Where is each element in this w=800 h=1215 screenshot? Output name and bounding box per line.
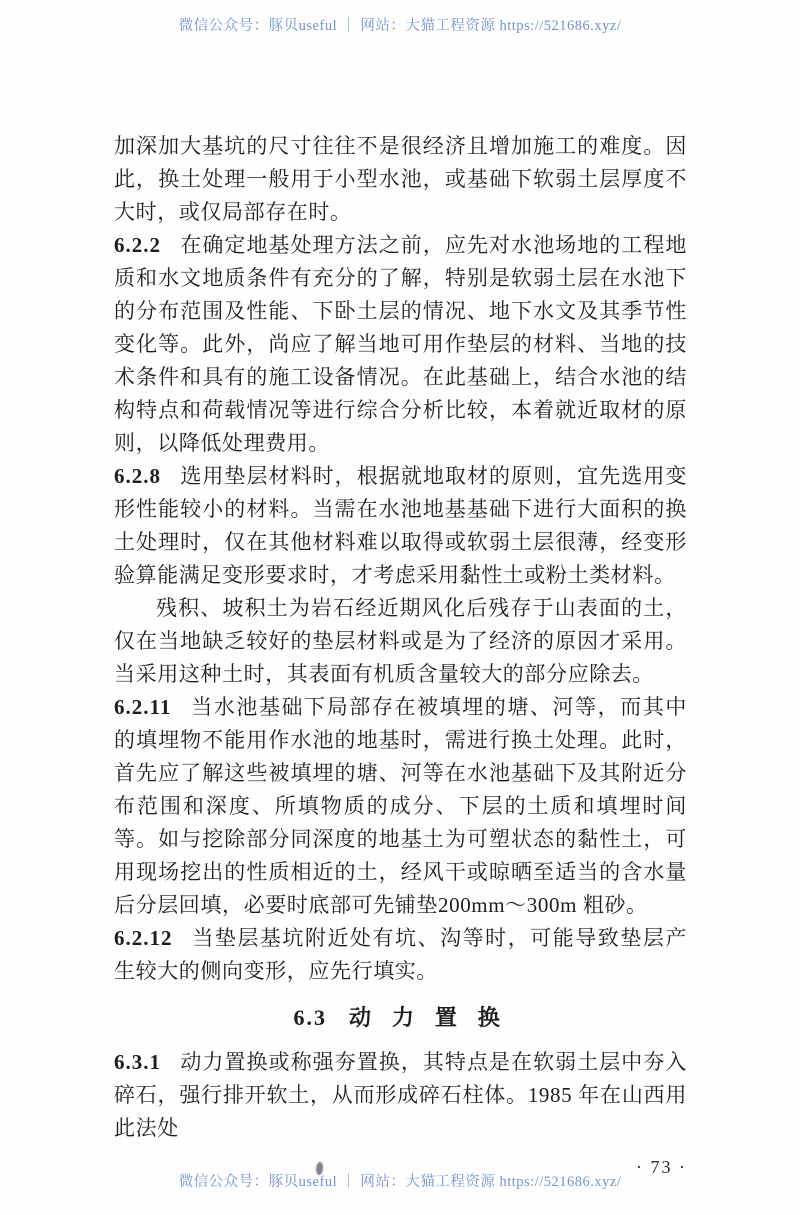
page-number: · 73 · xyxy=(636,1157,687,1177)
page-body xyxy=(114,130,687,1184)
section-heading xyxy=(114,1001,687,1034)
section-number: 6.3 xyxy=(293,1005,328,1030)
paragraph-6-3-1 xyxy=(114,1046,687,1145)
paragraph-text: 当水池基础下局部存在被填埋的塘、河等，而其中的填埋物不能用作水池的地基时，需进行换土处理。此时，首先应了解这些被填埋的塘、河等在水池基础下及其附近分布范围和深度、所填物质的成分、下层的土质和填埋时间等。如与挖除部分同深度的地基土为可塑状态的黏性土，可用现场挖出的性质相近的土，经风干或晾晒至适当的含水量后分层回填，必要时底部可先铺垫200mm～300m 粗砂。 xyxy=(114,695,687,917)
paragraph-residual-soil xyxy=(114,592,687,691)
clause-number: 6.2.12 xyxy=(114,926,173,950)
paragraph-text: 当垫层基坑附近处有坑、沟等时，可能导致垫层产生较大的侧向变形，应先行填实。 xyxy=(114,926,687,983)
section-title: 动 力 置 换 xyxy=(349,1005,508,1030)
paragraph-6-2-2 xyxy=(114,229,687,460)
clause-number: 6.2.2 xyxy=(114,233,161,257)
paragraph-6-2-8 xyxy=(114,460,687,592)
clause-number: 6.3.1 xyxy=(114,1050,161,1074)
clause-number: 6.2.11 xyxy=(114,695,172,719)
paragraph-text: 选用垫层材料时，根据就地取材的原则，宜先选用变形性能较小的材料。当需在水池地基基础下进行大面积的换土处理时，仅在其他材料难以取得或软弱土层很薄，经变形验算能满足变形要求时，才考虑采用黏性土或粉土类材料。 xyxy=(114,464,687,587)
paragraph-text: 动力置换或称强夯置换，其特点是在软弱土层中夯入碎石，强行排开软土，从而形成碎石柱体。1985 年在山西用此法处 xyxy=(114,1050,687,1140)
watermark-top: 微信公众号：豚贝useful ｜ 网站：大猫工程资源 https://521686.xyz/ xyxy=(178,18,622,34)
paragraph-text: 在确定地基处理方法之前，应先对水池场地的工程地质和水文地质条件有充分的了解，特别是软弱土层在水池下的分布范围及性能、下卧土层的情况、地下水文及其季节性变化等。此外，尚应了解当地可用作垫层的材料、当地的技术条件和具有的施工设备情况。在此基础上，结合水池的结构特点和荷载情况等进行综合分析比较，本着就近取材的原则，以降低处理费用。 xyxy=(114,233,687,455)
paragraph-6-2-12 xyxy=(114,922,687,988)
watermark-bottom: 微信公众号：豚贝useful ｜ 网站：大猫工程资源 https://521686.xyz/ xyxy=(178,1174,622,1190)
paragraph-6-2-11 xyxy=(114,691,687,922)
clause-number: 6.2.8 xyxy=(114,464,161,488)
paragraph-continuation xyxy=(114,130,687,229)
paragraph-text: 加深加大基坑的尺寸往往不是很经济且增加施工的难度。因此，换土处理一般用于小型水池，或基础下软弱土层厚度不大时，或仅局部存在时。 xyxy=(114,134,687,224)
paragraph-text: 残积、坡积土为岩石经近期风化后残存于山表面的土，仅在当地缺乏较好的垫层材料或是为了经济的原因才采用。当采用这种土时，其表面有机质含量较大的部分应除去。 xyxy=(114,596,687,686)
